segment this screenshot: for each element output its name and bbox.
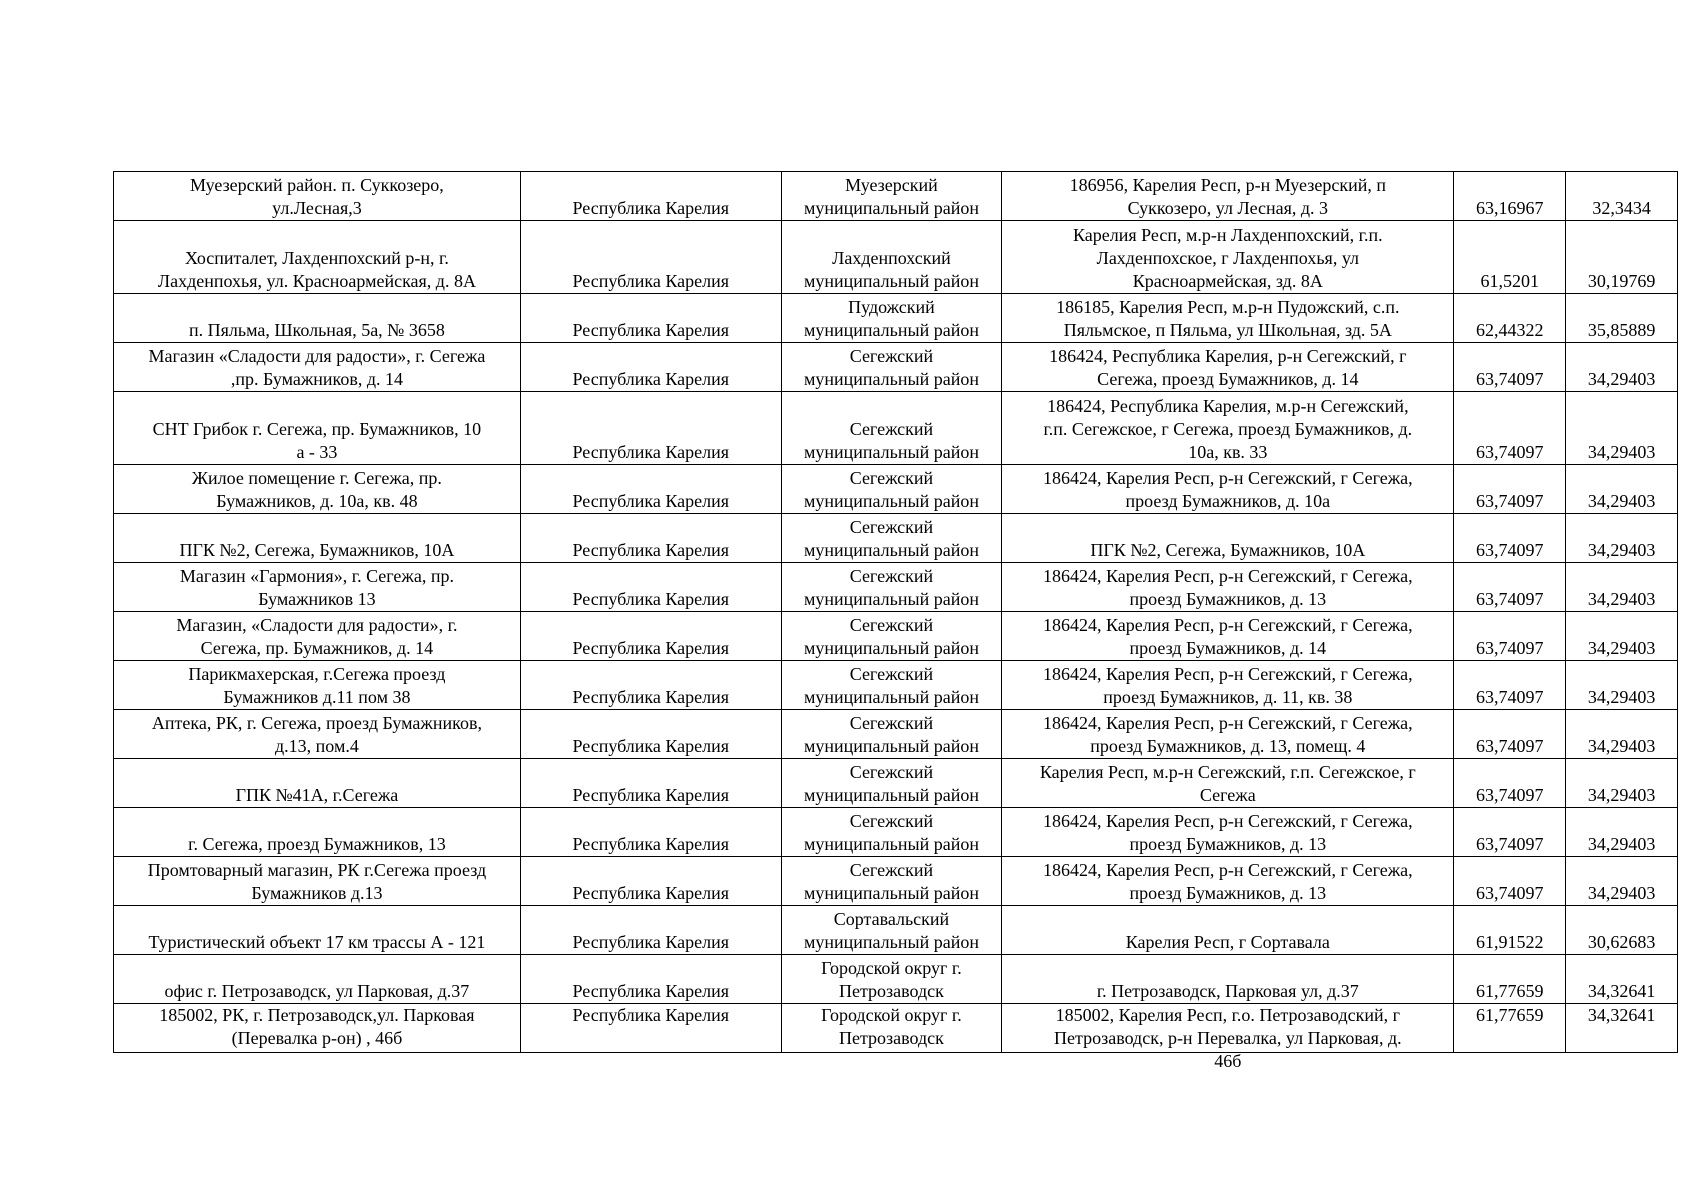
cell-region-text: Республика Карелия bbox=[572, 442, 730, 462]
cell-region-text: Республика Карелия bbox=[572, 198, 730, 218]
cell-district-text: Сегежский муниципальный район bbox=[803, 346, 979, 389]
cell-latitude bbox=[1454, 392, 1566, 465]
cell-address bbox=[1002, 710, 1454, 759]
cell-place-text: офис г. Петрозаводск, ул Парковая, д.37 bbox=[164, 981, 470, 1001]
cell-place-text: ГПК №41А, г.Сегежа bbox=[235, 785, 399, 805]
cell-region-text: Республика Карелия bbox=[572, 834, 730, 854]
cell-place-text: п. Пяльма, Школьная, 5а, № 3658 bbox=[188, 320, 445, 340]
cell-region bbox=[520, 465, 781, 514]
cell-latitude bbox=[1454, 955, 1566, 1004]
cell-address-text: 186424, Карелия Респ, р-н Сегежский, г Сегежа, проезд Бумажников, д. 13 bbox=[1042, 860, 1413, 903]
table-row bbox=[114, 294, 1678, 343]
cell-place-text: Магазин, «Сладости для радости», г. Сегежа, пр. Бумажников, д. 14 bbox=[176, 615, 458, 658]
cell-address bbox=[1002, 563, 1454, 612]
cell-address-text: 186424, Карелия Респ, р-н Сегежский, г Сегежа, проезд Бумажников, д. 10а bbox=[1042, 468, 1413, 511]
cell-district bbox=[781, 906, 1002, 955]
cell-region bbox=[520, 1004, 781, 1053]
cell-latitude-text: 63,74097 bbox=[1476, 785, 1544, 805]
cell-district-text: Сегежский муниципальный район bbox=[803, 419, 979, 462]
cell-place-text: Хоспиталет, Лахденпохский р-н, г. Лахденпохья, ул. Красноармейская, д. 8А bbox=[157, 248, 476, 291]
cell-address bbox=[1002, 172, 1454, 221]
cell-longitude bbox=[1566, 172, 1678, 221]
table-row bbox=[114, 343, 1678, 392]
cell-latitude bbox=[1454, 514, 1566, 563]
cell-address-text: 186185, Карелия Респ, м.р-н Пудожский, с.п. Пяльмское, п Пяльма, ул Школьная, зд. 5А bbox=[1056, 297, 1400, 340]
table-row bbox=[114, 710, 1678, 759]
table-body bbox=[114, 172, 1678, 1071]
cell-address-text: ПГК №2, Сегежа, Бумажников, 10А bbox=[1090, 540, 1366, 560]
cell-latitude bbox=[1454, 661, 1566, 710]
cell-longitude-text: 34,29403 bbox=[1587, 589, 1656, 609]
cell-address-text: 186424, Карелия Респ, р-н Сегежский, г Сегежа, проезд Бумажников, д. 11, кв. 38 bbox=[1042, 664, 1413, 707]
cell-region bbox=[520, 514, 781, 563]
cell-latitude-text: 63,74097 bbox=[1476, 442, 1544, 462]
table-row bbox=[114, 955, 1678, 1004]
cell-longitude bbox=[1566, 1004, 1678, 1053]
cell-address bbox=[1002, 1004, 1454, 1071]
cell-longitude-text: 32,3434 bbox=[1592, 198, 1651, 218]
cell-district bbox=[781, 514, 1002, 563]
cell-district-text: Сегежский муниципальный район bbox=[803, 566, 979, 609]
cell-address bbox=[1002, 955, 1454, 1004]
cell-place-text: г. Сегежа, проезд Бумажников, 13 bbox=[188, 834, 446, 854]
cell-district bbox=[781, 857, 1002, 906]
cell-latitude bbox=[1454, 710, 1566, 759]
cell-address bbox=[1002, 514, 1454, 563]
cell-latitude bbox=[1454, 465, 1566, 514]
cell-place-text: 185002, РК, г. Петрозаводск,ул. Парковая (Перевалка р-он) , 46б bbox=[159, 1005, 475, 1048]
cell-place-text: Магазин «Сладости для радости», г. Сегежа ,пр. Бумажников, д. 14 bbox=[148, 346, 486, 389]
cell-place bbox=[114, 710, 521, 759]
cell-latitude-text: 63,74097 bbox=[1476, 589, 1544, 609]
cell-longitude bbox=[1566, 514, 1678, 563]
cell-place-text: Парикмахерская, г.Сегежа проезд Бумажников д.11 пом 38 bbox=[188, 664, 446, 707]
cell-latitude-text: 63,16967 bbox=[1476, 198, 1544, 218]
cell-region-text: Республика Карелия bbox=[572, 491, 730, 511]
cell-district-text: Городской округ г. Петрозаводск bbox=[821, 1005, 962, 1048]
cell-district-text: Муезерский муниципальный район bbox=[803, 175, 979, 218]
cell-place bbox=[114, 1004, 521, 1053]
cell-latitude bbox=[1454, 808, 1566, 857]
cell-address-text: Карелия Респ, г Сортавала bbox=[1125, 932, 1330, 952]
cell-address-text: 186424, Карелия Респ, р-н Сегежский, г Сегежа, проезд Бумажников, д. 14 bbox=[1042, 615, 1413, 658]
cell-latitude bbox=[1454, 612, 1566, 661]
cell-latitude bbox=[1454, 294, 1566, 343]
cell-place bbox=[114, 343, 521, 392]
cell-longitude bbox=[1566, 343, 1678, 392]
cell-region bbox=[520, 808, 781, 857]
table-row bbox=[114, 392, 1678, 465]
cell-address bbox=[1002, 906, 1454, 955]
cell-longitude-text: 30,19769 bbox=[1587, 271, 1656, 291]
cell-longitude-text: 34,29403 bbox=[1587, 736, 1656, 756]
cell-place-text: Аптека, РК, г. Сегежа, проезд Бумажников, д.13, пом.4 bbox=[151, 713, 482, 756]
cell-region bbox=[520, 906, 781, 955]
cell-district bbox=[781, 221, 1002, 294]
cell-longitude bbox=[1566, 857, 1678, 906]
cell-address-text: г. Петрозаводск, Парковая ул, д.37 bbox=[1096, 981, 1359, 1001]
cell-address-text: 186956, Карелия Респ, р-н Муезерский, п Суккозеро, ул Лесная, д. 3 bbox=[1069, 175, 1386, 218]
cell-longitude-text: 34,32641 bbox=[1587, 1005, 1656, 1025]
cell-region-text: Республика Карелия bbox=[572, 981, 730, 1001]
cell-region bbox=[520, 221, 781, 294]
cell-district bbox=[781, 465, 1002, 514]
cell-latitude bbox=[1454, 343, 1566, 392]
cell-place-text: ПГК №2, Сегежа, Бумажников, 10А bbox=[179, 540, 455, 560]
cell-longitude-text: 34,29403 bbox=[1587, 540, 1656, 560]
cell-place bbox=[114, 906, 521, 955]
cell-address-text: 186424, Республика Карелия, р-н Сегежский, г Сегежа, проезд Бумажников, д. 14 bbox=[1049, 346, 1407, 389]
cell-longitude bbox=[1566, 465, 1678, 514]
cell-address bbox=[1002, 661, 1454, 710]
cell-latitude-text: 63,74097 bbox=[1476, 540, 1544, 560]
cell-region bbox=[520, 294, 781, 343]
cell-longitude bbox=[1566, 906, 1678, 955]
cell-district-text: Сегежский муниципальный район bbox=[803, 664, 979, 707]
cell-place bbox=[114, 563, 521, 612]
cell-district bbox=[781, 1004, 1002, 1053]
cell-longitude bbox=[1566, 563, 1678, 612]
cell-latitude-text: 63,74097 bbox=[1476, 834, 1544, 854]
cell-district bbox=[781, 955, 1002, 1004]
cell-address bbox=[1002, 343, 1454, 392]
cell-latitude-text: 63,74097 bbox=[1476, 369, 1544, 389]
data-table bbox=[113, 171, 1678, 1071]
cell-address-text: 186424, Карелия Респ, р-н Сегежский, г Сегежа, проезд Бумажников, д. 13, помещ. 4 bbox=[1042, 713, 1413, 756]
cell-place bbox=[114, 857, 521, 906]
cell-place bbox=[114, 221, 521, 294]
cell-region bbox=[520, 172, 781, 221]
cell-place bbox=[114, 172, 521, 221]
cell-latitude-text: 61,77659 bbox=[1476, 1005, 1544, 1025]
cell-district-text: Сортавальский муниципальный район bbox=[803, 909, 979, 952]
cell-longitude bbox=[1566, 221, 1678, 294]
cell-address-text: 186424, Карелия Респ, р-н Сегежский, г Сегежа, проезд Бумажников, д. 13 bbox=[1042, 566, 1413, 609]
cell-region bbox=[520, 612, 781, 661]
cell-address bbox=[1002, 294, 1454, 343]
cell-place bbox=[114, 661, 521, 710]
table-row bbox=[114, 563, 1678, 612]
cell-region bbox=[520, 759, 781, 808]
cell-place-text: Магазин «Гармония», г. Сегежа, пр. Бумажников 13 bbox=[179, 566, 454, 609]
table-row bbox=[114, 857, 1678, 906]
cell-district-text: Сегежский муниципальный район bbox=[803, 860, 979, 903]
cell-region-text: Республика Карелия bbox=[572, 687, 730, 707]
cell-longitude bbox=[1566, 294, 1678, 343]
cell-region bbox=[520, 563, 781, 612]
cell-region-text: Республика Карелия bbox=[572, 320, 730, 340]
cell-longitude-text: 34,29403 bbox=[1587, 687, 1656, 707]
cell-longitude bbox=[1566, 808, 1678, 857]
cell-longitude-text: 34,29403 bbox=[1587, 442, 1656, 462]
cell-place bbox=[114, 294, 521, 343]
cell-district bbox=[781, 343, 1002, 392]
cell-place bbox=[114, 808, 521, 857]
cell-latitude-text: 63,74097 bbox=[1476, 638, 1544, 658]
cell-region bbox=[520, 392, 781, 465]
table-row bbox=[114, 1004, 1678, 1053]
cell-district-text: Сегежский муниципальный район bbox=[803, 811, 979, 854]
cell-longitude-text: 35,85889 bbox=[1587, 320, 1656, 340]
table-row bbox=[114, 612, 1678, 661]
cell-district bbox=[781, 661, 1002, 710]
cell-place-text: Жилое помещение г. Сегежа, пр. Бумажников, д. 10а, кв. 48 bbox=[191, 468, 442, 511]
cell-longitude-text: 34,29403 bbox=[1587, 491, 1656, 511]
cell-district-text: Сегежский муниципальный район bbox=[803, 615, 979, 658]
cell-district bbox=[781, 710, 1002, 759]
cell-region-text: Республика Карелия bbox=[572, 589, 730, 609]
cell-longitude-text: 34,29403 bbox=[1587, 638, 1656, 658]
cell-latitude bbox=[1454, 221, 1566, 294]
cell-district bbox=[781, 808, 1002, 857]
cell-address-text: 186424, Карелия Респ, р-н Сегежский, г Сегежа, проезд Бумажников, д. 13 bbox=[1042, 811, 1413, 854]
cell-region bbox=[520, 955, 781, 1004]
cell-region-text: Республика Карелия bbox=[572, 736, 730, 756]
cell-region-text: Республика Карелия bbox=[572, 883, 730, 903]
cell-district-text: Пудожский муниципальный район bbox=[803, 297, 979, 340]
cell-region-text: Республика Карелия bbox=[572, 785, 730, 805]
cell-longitude-text: 34,29403 bbox=[1587, 834, 1656, 854]
cell-district-text: Сегежский муниципальный район bbox=[803, 468, 979, 511]
cell-address bbox=[1002, 465, 1454, 514]
cell-longitude-text: 34,32641 bbox=[1587, 981, 1656, 1001]
cell-latitude bbox=[1454, 563, 1566, 612]
table-row bbox=[114, 514, 1678, 563]
table-row bbox=[114, 906, 1678, 955]
cell-region-text: Республика Карелия bbox=[572, 1005, 730, 1025]
cell-address bbox=[1002, 392, 1454, 465]
cell-longitude-text: 34,29403 bbox=[1587, 883, 1656, 903]
cell-longitude bbox=[1566, 392, 1678, 465]
cell-latitude-text: 63,74097 bbox=[1476, 736, 1544, 756]
cell-place bbox=[114, 392, 521, 465]
table-row bbox=[114, 808, 1678, 857]
cell-address bbox=[1002, 221, 1454, 294]
cell-longitude bbox=[1566, 612, 1678, 661]
cell-district bbox=[781, 759, 1002, 808]
table-row bbox=[114, 759, 1678, 808]
cell-place bbox=[114, 465, 521, 514]
cell-region-text: Республика Карелия bbox=[572, 638, 730, 658]
cell-place-text: Промтоварный магазин, РК г.Сегежа проезд Бумажников д.13 bbox=[147, 860, 487, 903]
cell-place bbox=[114, 759, 521, 808]
cell-region-text: Республика Карелия bbox=[572, 271, 730, 291]
cell-district bbox=[781, 612, 1002, 661]
cell-latitude-text: 61,5201 bbox=[1480, 271, 1540, 291]
cell-place bbox=[114, 955, 521, 1004]
table-row bbox=[114, 221, 1678, 294]
table-row bbox=[114, 172, 1678, 221]
cell-district bbox=[781, 172, 1002, 221]
cell-longitude bbox=[1566, 710, 1678, 759]
cell-region-text: Республика Карелия bbox=[572, 932, 730, 952]
table-row bbox=[114, 465, 1678, 514]
cell-latitude-text: 61,77659 bbox=[1476, 981, 1544, 1001]
cell-longitude bbox=[1566, 955, 1678, 1004]
cell-address bbox=[1002, 857, 1454, 906]
cell-place-text: СНТ Грибок г. Сегежа, пр. Бумажников, 10 а - 33 bbox=[152, 419, 482, 462]
cell-longitude bbox=[1566, 661, 1678, 710]
cell-place-text: Муезерский район. п. Суккозеро, ул.Лесная,3 bbox=[190, 175, 444, 218]
cell-latitude bbox=[1454, 172, 1566, 221]
cell-district bbox=[781, 392, 1002, 465]
cell-district-text: Сегежский муниципальный район bbox=[803, 713, 979, 756]
cell-region bbox=[520, 857, 781, 906]
cell-region bbox=[520, 661, 781, 710]
cell-address-text: 186424, Республика Карелия, м.р-н Сегежский, г.п. Сегежское, г Сегежа, проезд Бумажников, д. 10а, кв. 33 bbox=[1043, 396, 1413, 462]
cell-district-text: Сегежский муниципальный район bbox=[803, 762, 979, 805]
cell-latitude bbox=[1454, 857, 1566, 906]
cell-latitude bbox=[1454, 1004, 1566, 1053]
cell-longitude-text: 30,62683 bbox=[1587, 932, 1656, 952]
cell-address bbox=[1002, 759, 1454, 808]
cell-latitude-text: 62,44322 bbox=[1476, 320, 1544, 340]
cell-place bbox=[114, 514, 521, 563]
cell-latitude-text: 63,74097 bbox=[1476, 883, 1544, 903]
cell-address-text: Карелия Респ, м.р-н Лахденпохский, г.п. Лахденпохское, г Лахденпохья, ул Красноармейская, зд. 8А bbox=[1073, 225, 1383, 291]
table-row bbox=[114, 661, 1678, 710]
cell-latitude-text: 63,74097 bbox=[1476, 491, 1544, 511]
cell-longitude-text: 34,29403 bbox=[1587, 785, 1656, 805]
cell-latitude-text: 63,74097 bbox=[1476, 687, 1544, 707]
cell-district-text: Сегежский муниципальный район bbox=[803, 517, 979, 560]
cell-longitude-text: 34,29403 bbox=[1587, 369, 1656, 389]
cell-address-text: Карелия Респ, м.р-н Сегежский, г.п. Сегежское, г Сегежа bbox=[1039, 762, 1416, 805]
cell-region bbox=[520, 710, 781, 759]
cell-latitude bbox=[1454, 759, 1566, 808]
cell-address bbox=[1002, 612, 1454, 661]
cell-address bbox=[1002, 808, 1454, 857]
cell-region-text: Республика Карелия bbox=[572, 540, 730, 560]
cell-place-text: Туристический объект 17 км трассы А - 121 bbox=[148, 932, 486, 952]
cell-district bbox=[781, 294, 1002, 343]
cell-longitude bbox=[1566, 759, 1678, 808]
cell-latitude bbox=[1454, 906, 1566, 955]
cell-district bbox=[781, 563, 1002, 612]
cell-address-text: 185002, Карелия Респ, г.о. Петрозаводский, г Петрозаводск, р-н Перевалка, ул Парковая, д. 46б bbox=[1054, 1005, 1402, 1071]
cell-region bbox=[520, 343, 781, 392]
cell-district-text: Лахденпохский муниципальный район bbox=[803, 248, 979, 291]
cell-district-text: Городской округ г. Петрозаводск bbox=[821, 958, 962, 1001]
cell-region-text: Республика Карелия bbox=[572, 369, 730, 389]
cell-place bbox=[114, 612, 521, 661]
cell-latitude-text: 61,91522 bbox=[1476, 932, 1544, 952]
